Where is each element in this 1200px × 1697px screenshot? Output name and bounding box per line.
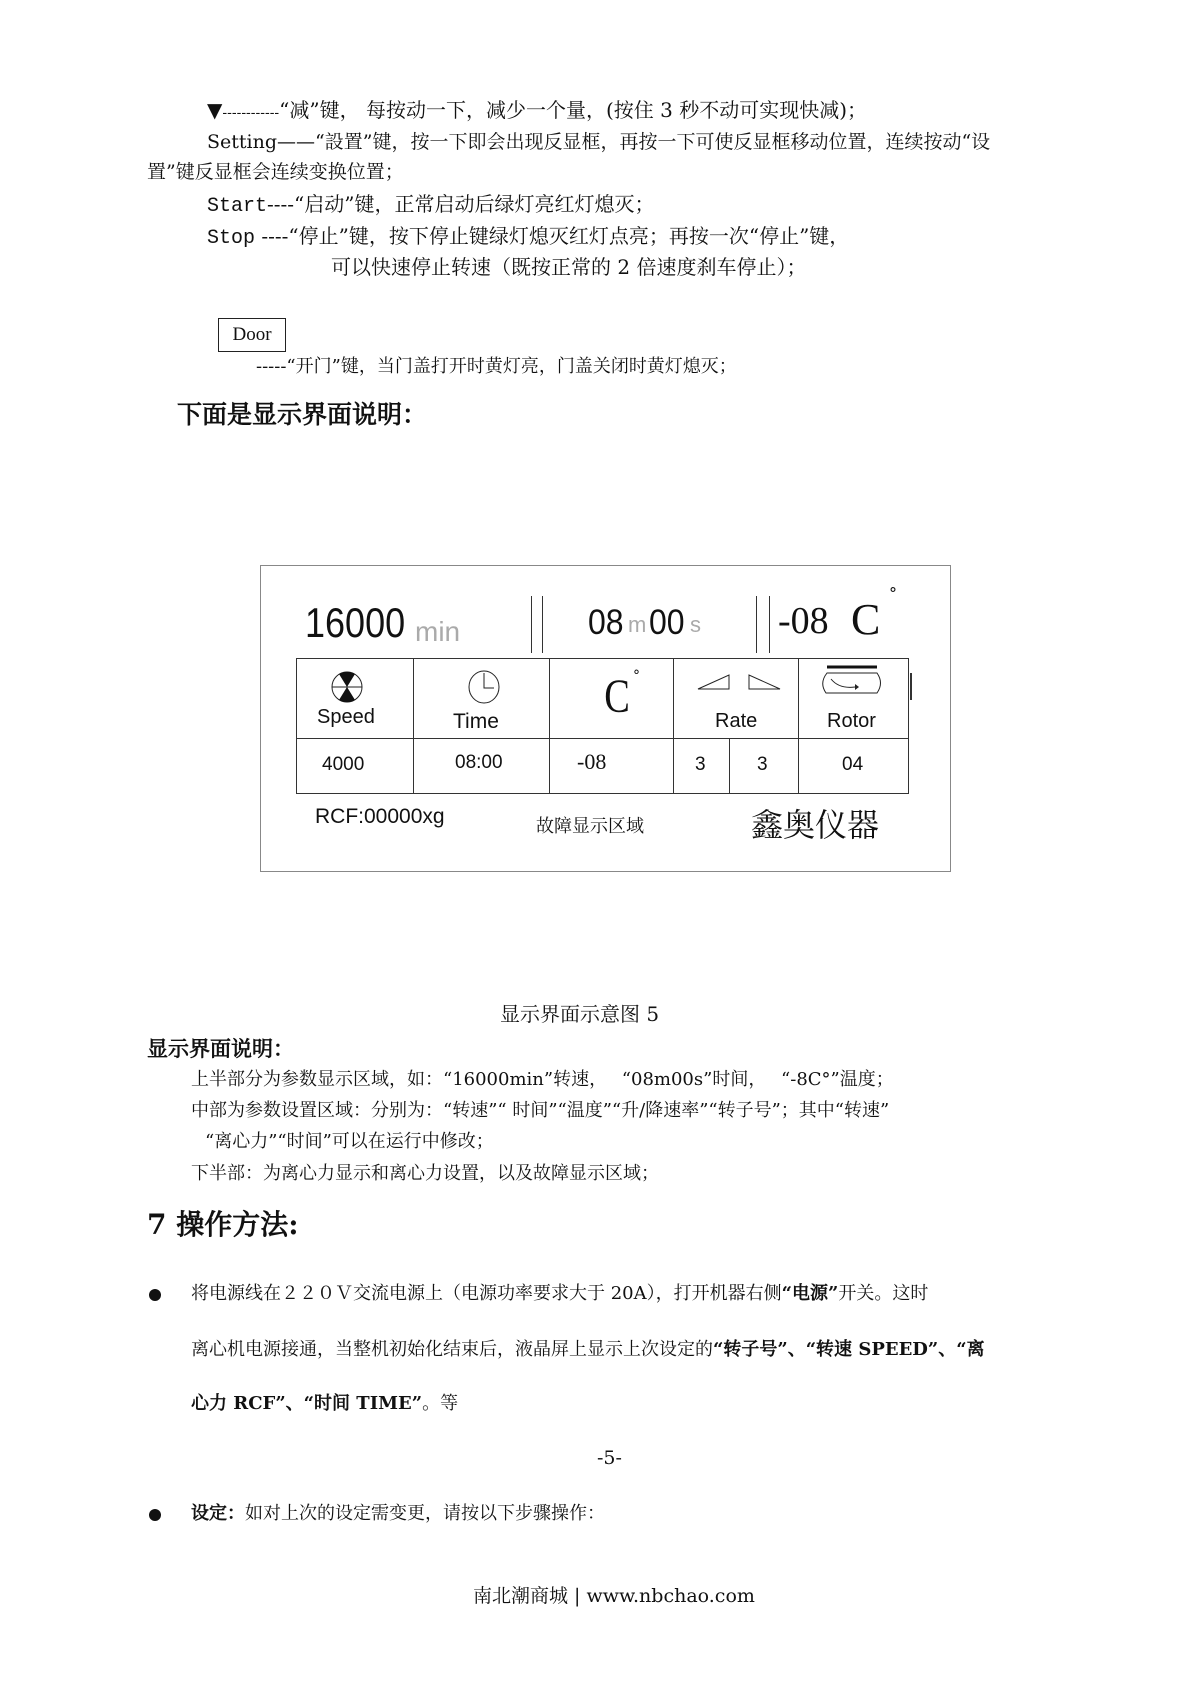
time-header: Time <box>453 710 499 733</box>
speed-header: Speed <box>317 706 375 728</box>
footer-watermark[interactable]: 南北潮商城 | www.nbchao.com <box>473 1585 755 1607</box>
explain-line: 中部为参数设置区域：分别为：“转速”“ 时间”“温度”“升/降速率”“转子号”；其中“转速” <box>191 1100 890 1121</box>
rotor-icon <box>821 665 883 697</box>
temperature-readout: -08 <box>778 600 829 642</box>
setting-key-desc-cont: 置”键反显框会连续变换位置； <box>147 161 404 183</box>
speed-setting-value: 4000 <box>322 754 365 775</box>
speed-readout: 16000 <box>305 599 406 647</box>
rcf-readout: RCF:00000xg <box>315 805 445 828</box>
explain-line: 上半部分为参数显示区域，如：“16000min”转速， “08m00s”时间， “-8C°”温度； <box>191 1069 894 1090</box>
temperature-header: C <box>604 670 630 723</box>
stop-key-desc: Stop ----“停止”键，按下停止键绿灯熄灭红灯点亮；再按一次“停止”键， <box>207 224 850 250</box>
bullet1-line3: 心力 RCF”、“时间 TIME”。等 <box>191 1393 459 1414</box>
bullet1-line1: 将电源线在２２０Ｖ交流电源上（电源功率要求大于 20A），打开机器右侧“电源”开关。这时 <box>191 1283 929 1304</box>
fault-display-area: 故障显示区域 <box>536 816 644 837</box>
time-setting-value: 08:00 <box>455 752 503 773</box>
explain-line: 下半部：为离心力显示和离心力设置，以及故障显示区域； <box>191 1163 659 1184</box>
degree-symbol: ° <box>633 668 640 684</box>
rotor-header: Rotor <box>827 710 876 732</box>
down-triangle-icon: ▼ <box>207 98 223 122</box>
rotor-value: 04 <box>842 754 864 775</box>
rate-up-value: 3 <box>695 754 706 775</box>
figure-caption: 显示界面示意图 5 <box>500 1002 660 1026</box>
rate-header: Rate <box>715 710 758 732</box>
bullet-icon <box>149 1509 161 1521</box>
clock-icon <box>467 669 501 705</box>
bullet2-line: 设定：如对上次的设定需变更，请按以下步骤操作： <box>191 1503 605 1524</box>
rate-ramp-icons <box>697 673 787 691</box>
divider <box>531 596 532 653</box>
time-minutes: 08 <box>588 602 624 642</box>
down-key-desc: ▼------------“减”键， 每按动一下，减少一个量，(按住 3 秒不动可实现快减)； <box>207 98 868 122</box>
minutes-unit: m <box>628 612 647 637</box>
lcd-display-diagram <box>260 565 951 872</box>
explain-title: 显示界面说明： <box>147 1036 294 1061</box>
bullet-icon <box>149 1289 161 1301</box>
stop-key-desc-cont: 可以快速停止转速（既按正常的 2 倍速度刹车停止）； <box>331 255 807 279</box>
divider <box>756 596 757 653</box>
rate-down-value: 3 <box>757 754 768 775</box>
door-key-label: Door <box>218 318 286 352</box>
time-seconds: 00 <box>649 602 685 642</box>
speed-fan-icon <box>330 670 364 704</box>
seconds-unit: s <box>690 612 701 637</box>
divider <box>769 596 770 653</box>
start-key-desc: Start----“启动”键，正常启动后绿灯亮红灯熄灭； <box>207 192 655 218</box>
bullet1-line2: 离心机电源接通，当整机初始化结束后，液晶屏上显示上次设定的“转子号”、“转速 SPEED”、“离 <box>191 1339 985 1360</box>
explain-line: “离心力”“时间”可以在运行中修改； <box>205 1131 494 1152</box>
display-heading: 下面是显示界面说明： <box>177 400 428 429</box>
temperature-setting-value: -08 <box>577 749 607 774</box>
celsius-unit: C <box>851 595 881 644</box>
degree-symbol: ° <box>889 584 897 603</box>
page-number: -5- <box>597 1447 622 1469</box>
divider <box>542 596 543 653</box>
speed-unit: min <box>415 616 461 647</box>
brand-name: 鑫奥仪器 <box>751 806 880 844</box>
section-title: 7 操作方法: <box>147 1208 299 1241</box>
door-key-desc: -----“开门”键，当门盖打开时黄灯亮，门盖关闭时黄灯熄灭； <box>256 356 737 377</box>
parameter-table <box>296 658 909 794</box>
setting-key-desc: Setting——“設置”键，按一下即会出现反显框，再按一下可使反显框移动位置，连续按动“设 <box>207 131 991 153</box>
